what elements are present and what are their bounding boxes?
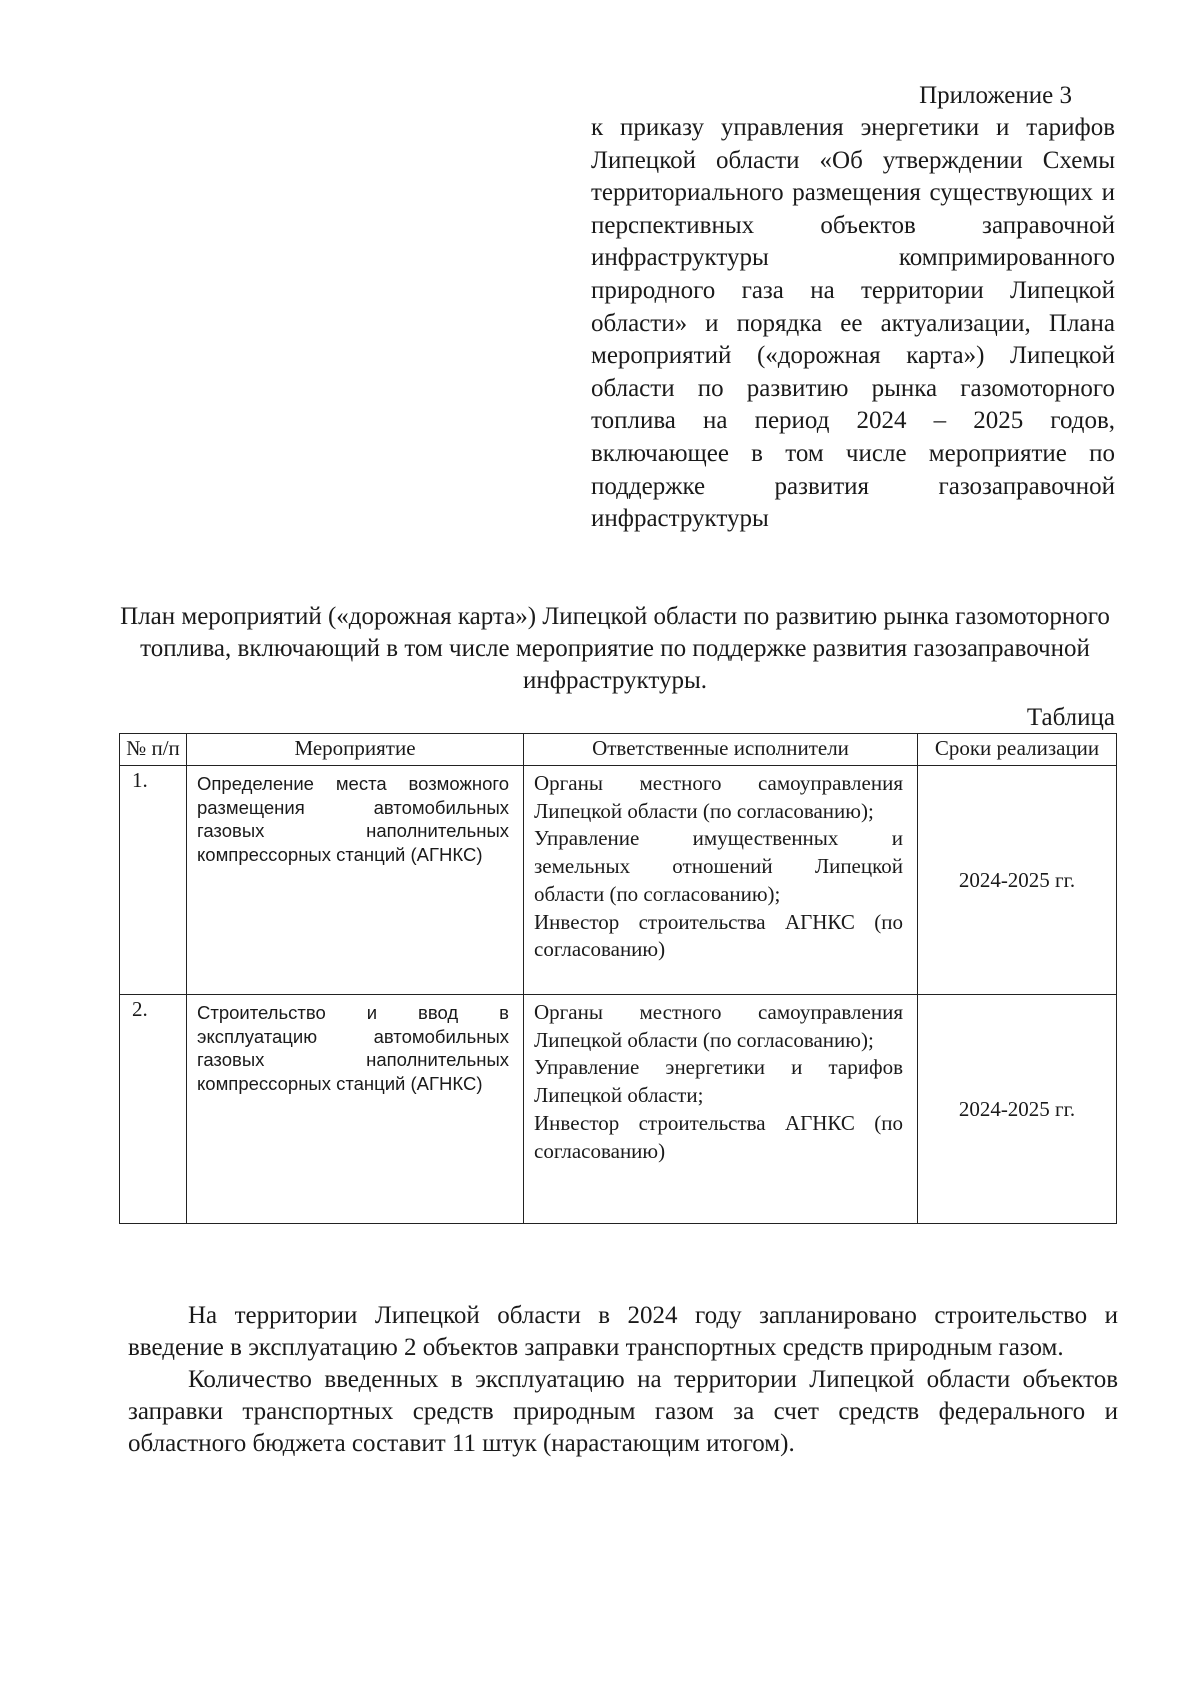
row-responsible xyxy=(524,766,918,995)
body-text xyxy=(128,1300,1118,1460)
table-header-row xyxy=(120,734,1117,766)
table-row xyxy=(120,995,1117,1224)
row-responsible xyxy=(524,995,918,1224)
responsible-item: Управление энергетики и тарифов Липецкой области; xyxy=(534,1055,903,1108)
header-num: № п/п xyxy=(120,734,187,766)
roadmap-table xyxy=(119,733,1117,1224)
appendix-reference: к приказу управления энергетики и тарифов Липецкой области «Об утверждении Схемы территориального размещения существующих и перспективных объектов заправочной инфраструктуры компримированного природного газа на территории Липецкой области» и порядка ее актуализации, Плана мероприятий («дорожная карта») Липецкой области по развитию рынка газомоторного топлива на период 2024 – 2025 годов, включающее в том числе мероприятие по поддержке развития газозаправочной инфраструктуры xyxy=(591,114,1115,533)
table-row xyxy=(120,766,1117,995)
table-caption: Таблица xyxy=(1026,704,1115,731)
responsible-item: Управление имущественных и земельных отношений Липецкой области (по согласованию); xyxy=(534,826,903,906)
row-event: Определение места возможного размещения автомобильных газовых наполнительных компрессорных станций (АГНКС) xyxy=(187,766,524,995)
header-event: Мероприятие xyxy=(187,734,524,766)
body-paragraph: На территории Липецкой области в 2024 году запланировано строительство и введение в эксплуатацию 2 объектов заправки транспортных средств природным газом. xyxy=(128,1302,1118,1361)
appendix-label: Приложение 3 xyxy=(919,82,1072,109)
header-term: Сроки реализации xyxy=(918,734,1117,766)
row-num: 1. xyxy=(120,766,187,995)
responsible-item: Органы местного самоуправления Липецкой области (по согласованию); xyxy=(534,771,903,823)
responsible-item: Инвестор строительства АГНКС (по согласованию) xyxy=(534,909,903,962)
body-paragraph: Количество введенных в эксплуатацию на территории Липецкой области объектов заправки транспортных средств природным газом за счет средств федерального и областного бюджета составит 11 штук (нарастающим итогом). xyxy=(128,1366,1118,1457)
header-responsible: Ответственные исполнители xyxy=(524,734,918,766)
row-term: 2024-2025 гг. xyxy=(918,995,1117,1224)
responsible-item: Органы местного самоуправления Липецкой области (по согласованию); xyxy=(534,1000,903,1052)
row-event: Строительство и ввод в эксплуатацию автомобильных газовых наполнительных компрессорных станций (АГНКС) xyxy=(187,995,524,1224)
plan-title: План мероприятий («дорожная карта») Липецкой области по развитию рынка газомоторного топлива, включающий в том числе мероприятие по поддержке развития газозаправочной инфраструктуры. xyxy=(120,603,1110,694)
row-term: 2024-2025 гг. xyxy=(918,766,1117,995)
row-num: 2. xyxy=(120,995,187,1224)
responsible-item: Инвестор строительства АГНКС (по согласованию) xyxy=(534,1110,903,1163)
